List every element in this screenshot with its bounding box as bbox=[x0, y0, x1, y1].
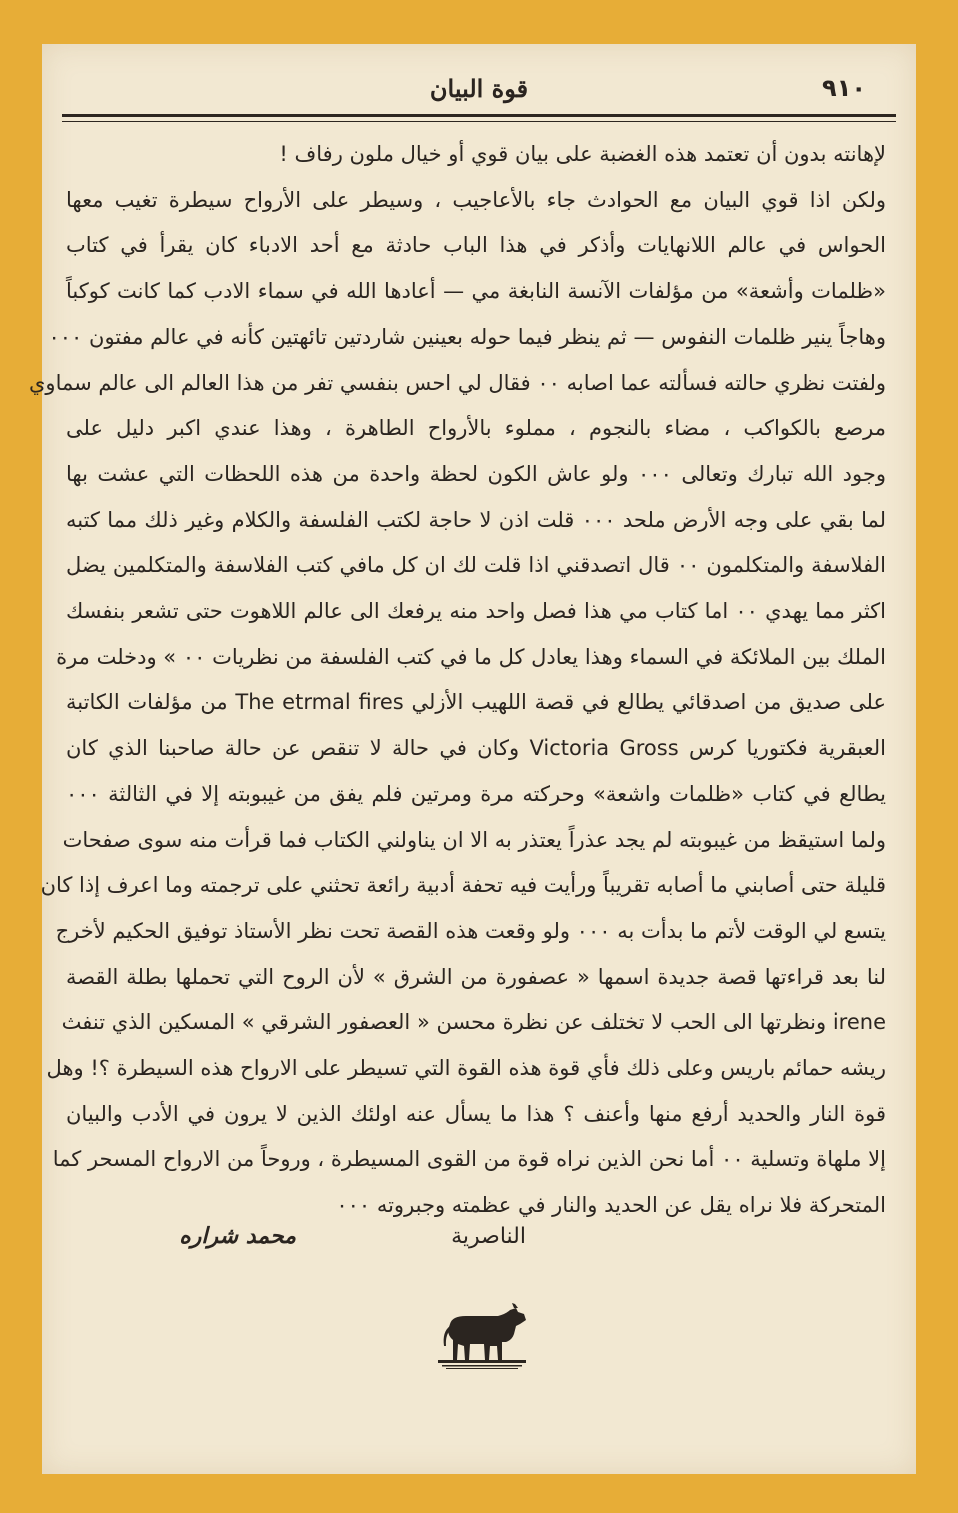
text-line: لإهانته بدون أن تعتمد هذه الغضبة على بيان قوي أو خيال ملون رفاف ! bbox=[279, 142, 886, 166]
text-line: قوة النار والحديد أرفع منها وأعنف ؟ هذا ما يسأل عنه اولئك الذين لا يرون في الأدب والبيان bbox=[66, 1101, 886, 1126]
signature-place: الناصرية bbox=[451, 1224, 526, 1249]
header-rule-thin bbox=[62, 121, 896, 122]
signature-block bbox=[42, 1224, 916, 1264]
text-line: مرصع بالكواكب ، مضاء بالنجوم ، مملوء بالأرواح الطاهرة ، وهذا عندي اكبر دليل على bbox=[66, 416, 886, 441]
text-line: ريشه حمائم باريس وعلى ذلك فأي قوة هذه القوة التي تسيطر على الارواح هذه السيطرة ؟! وهل bbox=[46, 1056, 886, 1081]
text-line: الحواس في عالم اللانهايات وأذكر في هذا الباب حادثة مع أحد الادباء كان يقرأ في كتاب bbox=[66, 233, 886, 258]
book-page bbox=[29, 44, 916, 1474]
text-line: ولما استيقظ من غيبوبته لم يجد عذراً يعتذر به الا ان يناولني الكتاب فما قرأت منه سوى صفحات bbox=[62, 827, 886, 852]
text-line: لنا بعد قراءتها قصة جديدة اسمها « عصفورة من الشرق » لأن الروح التي تحملها بطلة القصة bbox=[66, 964, 886, 989]
signature-author: محمد شراره bbox=[179, 1224, 296, 1249]
text-line: يطالع في كتاب «ظلمات واشعة» وحركته مرة ومرتين فلم يفق من غيبوبته إلا في الثالثة ٠٠٠ bbox=[66, 781, 886, 806]
text-line: وهاجاً ينير ظلمات النفوس — ثم ينظر فيما حوله بعينين شاردتين تائهتين كأنه في عالم مفتون ٠٠٠ bbox=[48, 324, 886, 349]
text-line: وجود الله تبارك وتعالى ٠٠٠ ولو عاش الكون لحظة واحدة من هذه اللحظات التي عشت بها bbox=[66, 461, 886, 486]
text-line: ولكن اذا قوي البيان مع الحوادث جاء بالأعاجيب ، وسيطر على الأرواح سيطرة تغيب معها bbox=[66, 187, 886, 212]
running-title: قوة البيان bbox=[429, 74, 529, 103]
ox-vignette-icon bbox=[432, 1302, 532, 1372]
text-line: العبقرية فكتوريا كرس Victoria Gross وكان في حالة لا تنقص عن حالة صاحبنا الذي كان bbox=[66, 736, 886, 761]
text-line: على صديق من اصدقائي يطالع في قصة اللهيب الأزلي The etrmal fires من مؤلفات الكاتبة bbox=[66, 690, 886, 715]
page-number: ٩١٠ bbox=[822, 74, 866, 102]
text-line: ولفتت نظري حالته فسألته عما اصابه ٠٠ فقال لي احس بنفسي تفر من هذا العالم الى عالم سماوي bbox=[29, 370, 886, 395]
text-line: يتسع لي الوقت لأتم ما بدأت به ٠٠٠ ولو وقعت هذه القصة تحت نظر الأستاذ توفيق الحكيم لأخرج bbox=[55, 918, 886, 943]
text-line: الملك بين الملائكة في السماء وهذا يعادل كل ما في كتب الفلسفة من نظريات ٠٠ » ودخلت مرة bbox=[56, 644, 886, 669]
text-line: قليلة حتى أصابني ما أصابه تقريباً ورأيت فيه تحفة أدبية رائعة تحثني على ترجمته وما اعرف إذا كان bbox=[40, 873, 886, 898]
text-line: لما بقي على وجه الأرض ملحد ٠٠٠ قلت اذن لا حاجة لكتب الفلسفة والكلام وغير ذلك مما كتبه bbox=[66, 507, 887, 532]
text-line: إلا ملهاة وتسلية ٠٠ أما نحن الذين نراه قوة من القوى المسيطرة ، وروحاً من الارواح المسحر كما bbox=[52, 1147, 886, 1172]
text-line: الفلاسفة والمتكلمون ٠٠ قال اتصدقني اذا قلت لك ان كل مافي كتب الفلاسفة والمتكلمين يضل bbox=[66, 553, 887, 578]
header-rule-thick bbox=[62, 114, 896, 117]
page-header bbox=[62, 72, 896, 108]
text-line: اكثر مما يهدي ٠٠ اما كتاب مي هذا فصل واحد منه يرفعك الى عالم اللاهوت حتى تشعر بنفسك bbox=[66, 599, 886, 624]
text-line: «ظلمات وأشعة» من مؤلفات الآنسة النابغة مي — أعادها الله في سماء الادب كما كانت كوكباً bbox=[66, 279, 886, 304]
body-text bbox=[29, 132, 887, 1229]
text-line: irene ونظرتها الى الحب لا تختلف عن نظرة محسن « العصفور الشرقي » المسكين الذي تنفث bbox=[61, 1010, 886, 1035]
text-line: المتحركة فلا نراه يقل عن الحديد والنار في عظمته وجبروته ٠٠٠ bbox=[336, 1193, 886, 1218]
